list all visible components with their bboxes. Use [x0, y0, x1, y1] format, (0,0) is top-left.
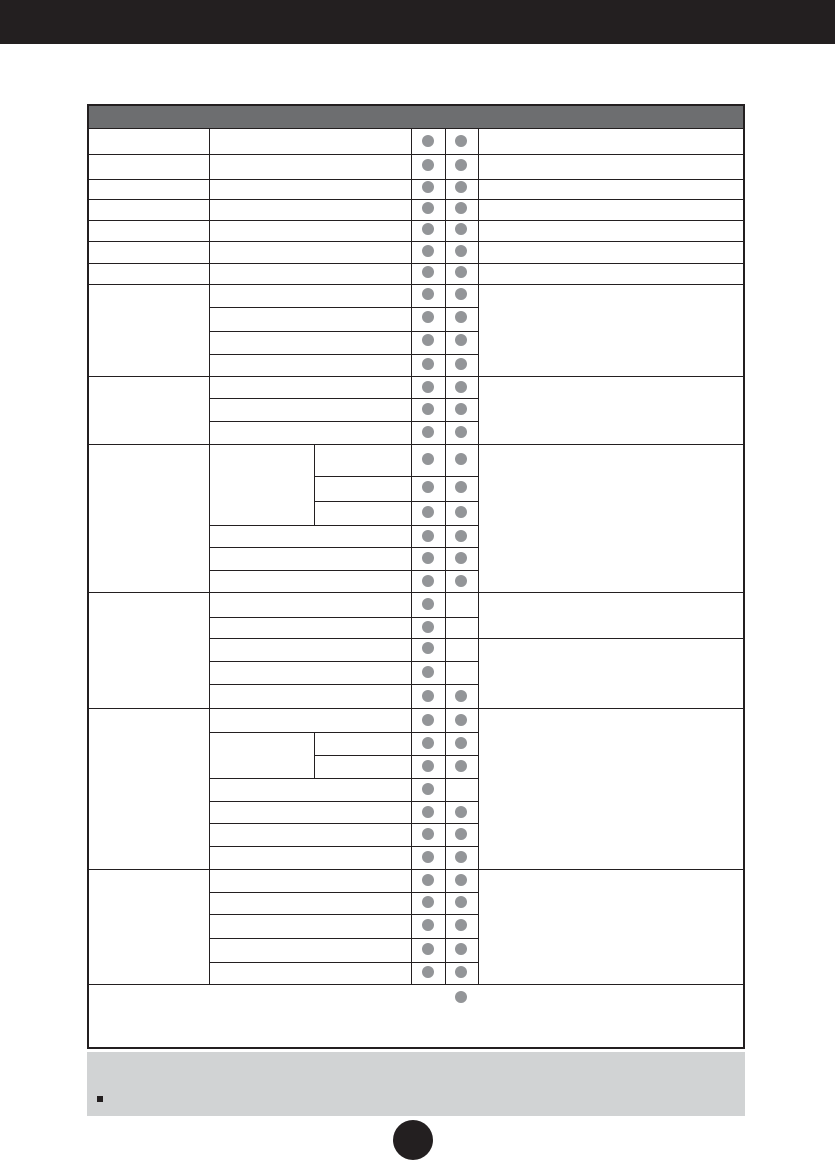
support-dot [422, 714, 434, 726]
table-row-divider [209, 547, 478, 548]
header-band [0, 0, 835, 44]
support-dot [455, 760, 467, 772]
support-dot [455, 966, 467, 978]
support-dot [455, 575, 467, 587]
table-row-divider [89, 263, 743, 264]
support-dot [455, 358, 467, 370]
table-column-divider [209, 128, 210, 984]
table-row-divider [209, 914, 478, 915]
support-dot [455, 181, 467, 193]
support-dot [422, 481, 434, 493]
support-dot [455, 266, 467, 278]
table-row-divider [89, 128, 743, 129]
table-row-divider [89, 220, 743, 221]
table-row-divider [209, 570, 478, 571]
support-dot [422, 426, 434, 438]
support-dot [455, 288, 467, 300]
note-box [87, 1052, 745, 1116]
support-dot [422, 403, 434, 415]
support-dot [422, 135, 434, 147]
support-dot [422, 381, 434, 393]
support-dot [455, 874, 467, 886]
table-row-divider [89, 869, 743, 870]
support-dot [422, 311, 434, 323]
support-dot [455, 159, 467, 171]
support-dot [455, 481, 467, 493]
support-dot [422, 575, 434, 587]
table-header-row [89, 106, 743, 128]
support-dot [455, 943, 467, 955]
table-row-divider [89, 284, 743, 285]
table-row-divider [209, 307, 478, 308]
support-dot [422, 943, 434, 955]
support-dot [422, 806, 434, 818]
support-dot [455, 223, 467, 235]
table-row-divider [209, 398, 478, 399]
support-dot [455, 245, 467, 257]
support-dot [455, 135, 467, 147]
support-dot [422, 552, 434, 564]
bullet-icon [97, 1096, 103, 1102]
support-dot [422, 919, 434, 931]
support-dot [455, 991, 467, 1003]
page-number-badge [393, 1120, 433, 1160]
support-dot [455, 828, 467, 840]
table-row-divider [209, 962, 478, 963]
support-dot [422, 358, 434, 370]
table-row-divider [209, 732, 478, 733]
table-row-divider [209, 638, 743, 639]
support-dot [455, 426, 467, 438]
support-dot [422, 223, 434, 235]
support-dot [455, 311, 467, 323]
table-column-divider [445, 128, 446, 984]
support-dot [422, 266, 434, 278]
table-row-divider [209, 938, 478, 939]
table-row-divider [89, 984, 743, 985]
support-dot [455, 403, 467, 415]
table-row-divider [89, 708, 743, 709]
support-dot [455, 737, 467, 749]
support-dot [422, 288, 434, 300]
table-column-divider [314, 444, 315, 525]
support-dot [422, 506, 434, 518]
support-dot [422, 530, 434, 542]
support-dot [455, 851, 467, 863]
table-row-divider [209, 823, 478, 824]
table-row-divider [209, 617, 478, 618]
support-dot [422, 851, 434, 863]
table-row-divider [314, 501, 478, 502]
support-dot [455, 381, 467, 393]
table-row-divider [89, 199, 743, 200]
table-row-divider [89, 154, 743, 155]
table-row-divider [209, 684, 478, 685]
table-row-divider [209, 778, 478, 779]
table-row-divider [209, 892, 478, 893]
table-row-divider [89, 444, 743, 445]
table-row-divider [314, 476, 478, 477]
support-dot [422, 966, 434, 978]
table-row-divider [209, 846, 478, 847]
support-dot [422, 896, 434, 908]
table-row-divider [209, 354, 478, 355]
support-dot [455, 202, 467, 214]
support-dot [455, 896, 467, 908]
support-dot [422, 783, 434, 795]
support-dot [422, 245, 434, 257]
support-dot [422, 621, 434, 633]
table-row-divider [209, 525, 478, 526]
support-dot [422, 334, 434, 346]
support-dot [455, 530, 467, 542]
support-dot [422, 828, 434, 840]
support-dot [455, 714, 467, 726]
support-dot [422, 453, 434, 465]
support-dot [422, 202, 434, 214]
support-dot [455, 919, 467, 931]
table-row-divider [89, 179, 743, 180]
table-column-divider [411, 128, 412, 984]
table-column-divider [478, 128, 479, 984]
feature-table [87, 104, 745, 1049]
table-column-divider [314, 732, 315, 778]
table-row-divider [209, 661, 478, 662]
support-dot [455, 806, 467, 818]
support-dot [455, 334, 467, 346]
table-row-divider [89, 592, 743, 593]
support-dot [422, 737, 434, 749]
support-dot [422, 690, 434, 702]
support-dot [422, 642, 434, 654]
support-dot [455, 506, 467, 518]
support-dot [422, 874, 434, 886]
table-row-divider [209, 801, 478, 802]
support-dot [455, 690, 467, 702]
support-dot [455, 552, 467, 564]
support-dot [422, 181, 434, 193]
support-dot [455, 453, 467, 465]
support-dot [422, 666, 434, 678]
support-dot [422, 598, 434, 610]
support-dot [422, 159, 434, 171]
table-row-divider [209, 421, 478, 422]
table-row-divider [314, 755, 478, 756]
table-row-divider [209, 331, 478, 332]
support-dot [422, 760, 434, 772]
table-row-divider [89, 376, 743, 377]
table-row-divider [89, 241, 743, 242]
